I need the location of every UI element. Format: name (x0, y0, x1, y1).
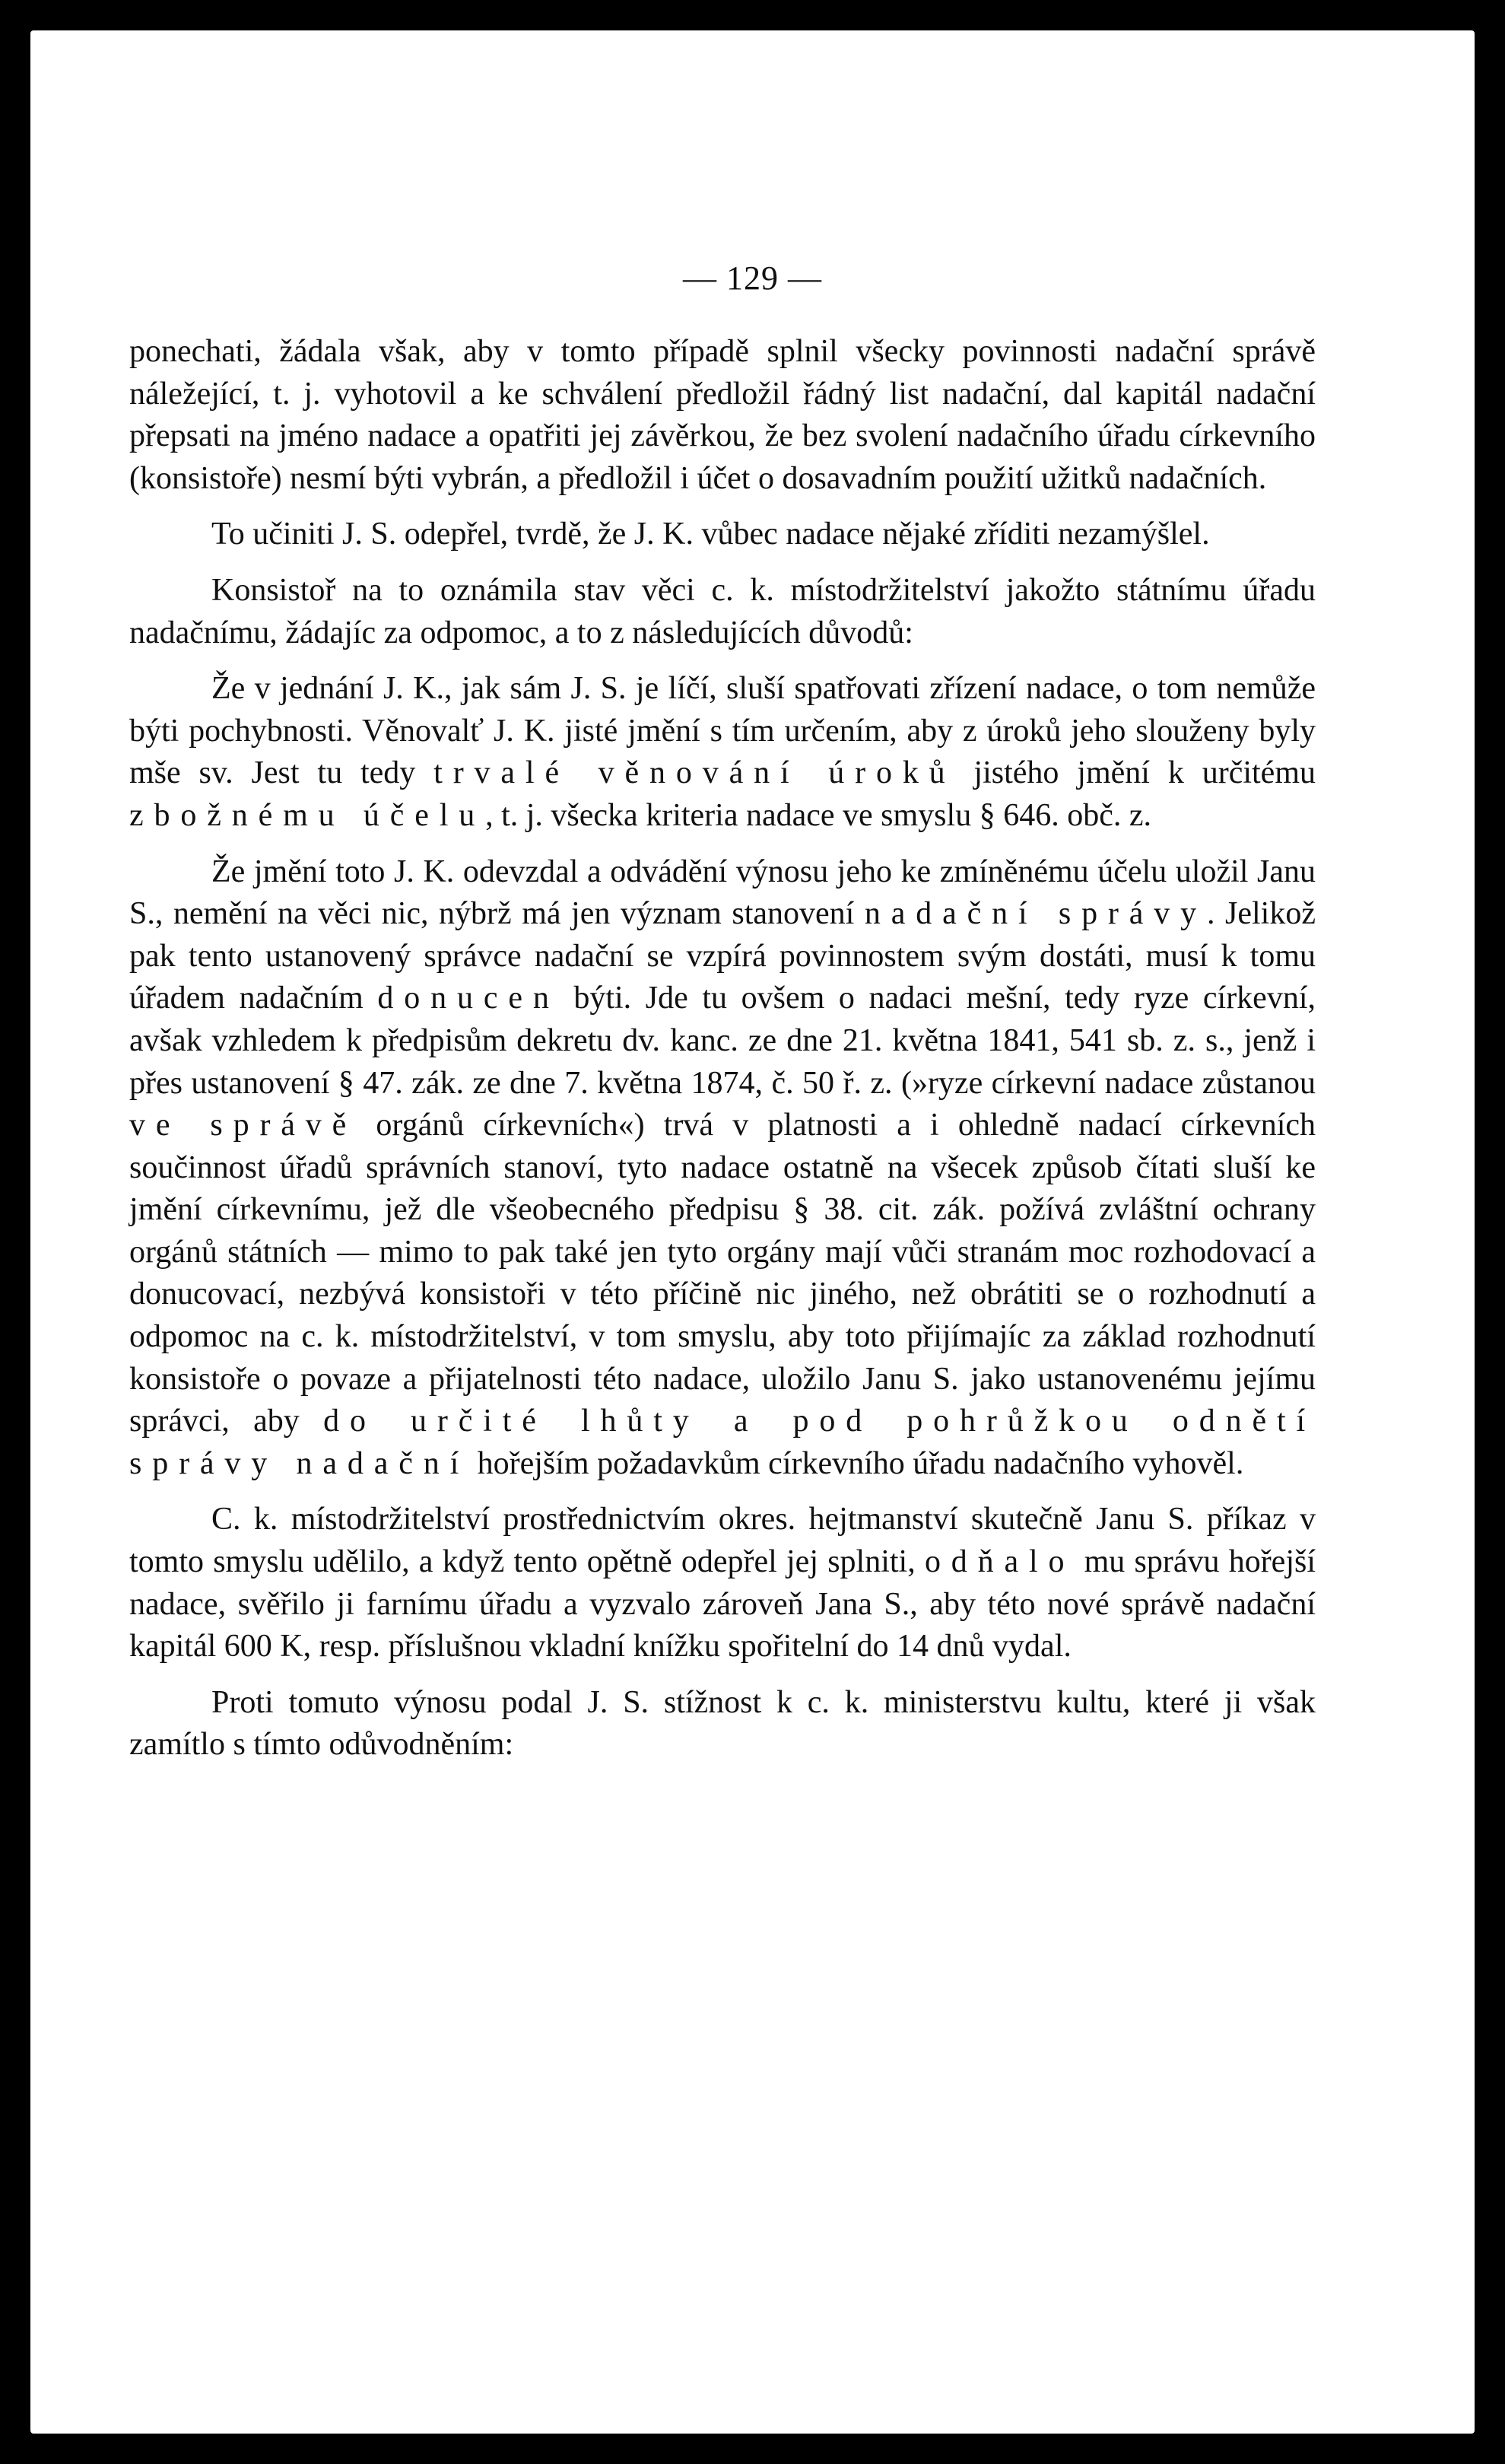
text-segment: Že v jednání J. K., jak sám J. S. je líčí, sluší spatřovati zřízení nadace, o tom nemůže býti pochybnosti. Věnovalť J. K. jisté jmění s tím určením, aby z úroků jeho slouženy byly mše sv. Jest tu tedy (129, 671, 1316, 791)
paragraph (129, 851, 1316, 1486)
text-segment: mu správu hořejší nadace, svěřilo ji farnímu úřadu a vyzvalo zároveň Jana S., aby této nové správě nadační kapitál 600 K, resp. příslušnou vkladní knížku spořitelní do 14 dnů vydal. (129, 1544, 1316, 1664)
spaced-emphasis: do určité lhůty a pod pohrůžkou odnětí správy nadační (129, 1404, 1316, 1481)
spaced-emphasis: ve správě (129, 1108, 357, 1143)
paragraph (129, 570, 1316, 654)
paragraph (129, 1682, 1316, 1766)
text-segment: hořejším požadavkům církevního úřadu nadačního vyhověl. (469, 1445, 1244, 1481)
spaced-emphasis: trvalé věnování úroků (433, 755, 956, 791)
text-segment: ponechati, žádala však, aby v tomto případě splnil všecky povinnosti nadační správě náležející, t. j. vyhotovil a ke schválení předložil řádný list nadační, dal kapitál nadační přepsati na jméno nadace a opatřiti jej závěrkou, že bez svolení nadačního úřadu církevního (konsistoře) nesmí býti vybrán, a předložil i účet o dosavadním použití užitků nadačních. (129, 334, 1316, 496)
text-segment: orgánů církevních«) trvá v platnosti a i ohledně nadací církevních součinnost úřadů správních stanoví, tyto nadace ostatně na všecek způsob čítati sluší ke jmění církevnímu, jež dle všeobecného předpisu § 38. cit. zák. požívá zvláštní ochrany orgánů státních — mimo to pak také jen tyto orgány mají vůči stranám moc rozhodovací a donucovací, nezbývá konsistoři v této příčině nic jiného, než obrátiti se o rozhodnutí a odpomoc na c. k. místodržitelství, v tom smyslu, aby toto přijímajíc za základ rozhodnutí konsistoře o povaze a přijatelnosti této nadace, uložilo Janu S. jako ustanovenému jejímu správci, aby (129, 1108, 1316, 1439)
text-segment: jistého jmění k určitému (955, 755, 1316, 791)
text-segment: To učiniti J. S. odepřel, tvrdě, že J. K. vůbec nadace nějaké zříditi nezamýšlel. (211, 517, 1210, 552)
page-number: — 129 — (683, 259, 822, 297)
text-segment: Konsistoř na to oznámila stav věci c. k. místodržitelství jakožto státnímu úřadu nadačnímu, žádajíc za odpomoc, a to z následujících důvodů: (129, 572, 1316, 650)
text-segment: . Jelikož pak tento ustanovený správce nadační se vzpírá povinnostem svým dostáti, musí k tomu úřadem nadačním (129, 896, 1316, 1016)
paragraph (129, 513, 1316, 556)
spaced-emphasis: zbožnému účelu (129, 797, 486, 833)
text-segment: , t. j. všecka kriteria nadace ve smyslu § 646. obč. z. (485, 797, 1151, 833)
book-page (30, 30, 1475, 2434)
text-segment: býti. Jde tu ovšem o nadaci mešní, tedy ryze církevní, avšak vzhledem k předpisům dekretu dv. kanc. ze dne 21. května 1841, 541 sb. z. s., jenž i přes ustanovení § 47. zák. ze dne 7. května 1874, č. 50 ř. z. (»ryze církevní nadace zůstanou (129, 981, 1316, 1101)
spaced-emphasis: nadační správy (864, 896, 1207, 932)
body-text (129, 331, 1316, 1780)
text-segment: C. k. místodržitelství prostřednictvím okres. hejtmanství skutečně Janu S. příkaz v tomto smyslu udělilo, a když tento opětně odepřel jej splniti, (129, 1502, 1316, 1580)
text-segment: Že jmění toto J. K. odevzdal a odvádění výnosu jeho ke zmíněnému účelu uložil Janu S., nemění na věci nic, nýbrž má jen význam stanovení (129, 854, 1316, 932)
paragraph (129, 668, 1316, 837)
paragraph (129, 1499, 1316, 1668)
paragraph (129, 331, 1316, 500)
spaced-emphasis: donucen (377, 981, 560, 1016)
text-segment: Proti tomuto výnosu podal J. S. stížnost k c. k. ministerstvu kultu, které ji však zamítlo s tímto odůvodněním: (129, 1684, 1316, 1763)
spaced-emphasis: odňalo (924, 1544, 1075, 1580)
